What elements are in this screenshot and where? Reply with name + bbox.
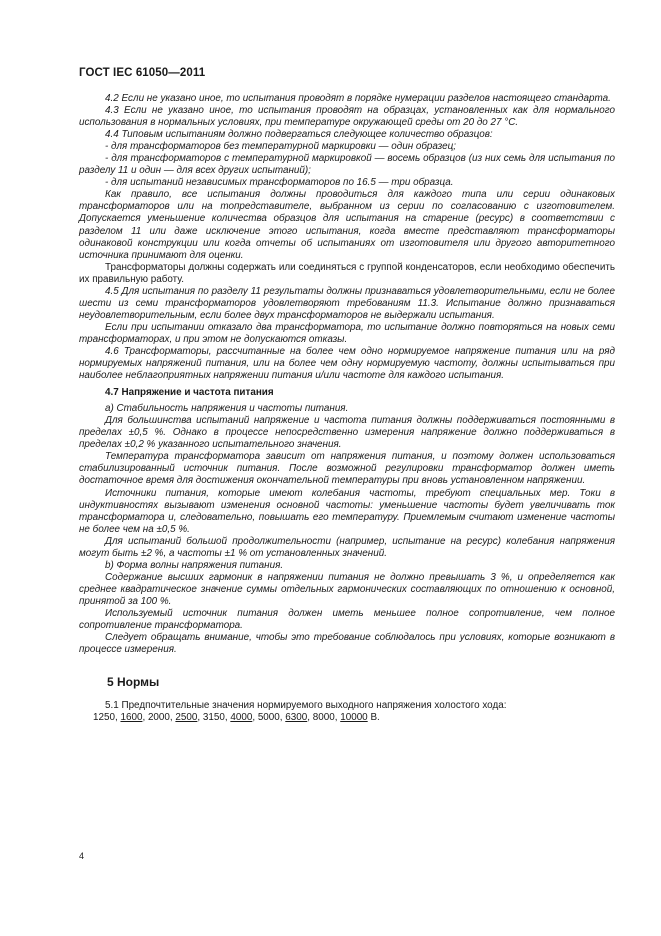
preferred-value: 6300: [285, 712, 308, 724]
paragraph: 5.1 Предпочтительные значения нормируемого выходного напряжения холостого хода:: [105, 700, 507, 712]
subsection-heading: 4.7 Напряжение и частота питания: [105, 387, 274, 399]
section-heading: 5 Нормы: [107, 675, 160, 690]
preferred-value: 2500: [175, 712, 198, 724]
paragraph: 4.3 Если не указано иное, то испытания проводят на образцах, установленных как для нормального использования в нормальных условиях, при температуре окружающей среды от 20 до 27 °С.: [79, 105, 615, 129]
preferred-values-list: 1250, 1600, 2000, 2500, 3150, 4000, 5000, 6300, 8000, 10000 В.: [93, 712, 380, 724]
paragraph: Температура трансформатора зависит от напряжения питания, и поэтому должен использоваться стабилизированный источник питания. После возможной регулировки трансформатор должен иметь достаточное время для достижения окончательной температуры при вновь установленном напряжении.: [79, 451, 615, 487]
preferred-value: 8000: [312, 712, 335, 724]
paragraph: Трансформаторы должны содержать или соединяться с группой конденсаторов, если необходимо обеспечить их правильную работу.: [79, 261, 615, 285]
preferred-value: 10000: [340, 712, 368, 724]
values-unit: В.: [370, 712, 380, 724]
paragraph: Как правило, все испытания должны проводиться для каждого типа или серии одинаковых трансформаторов или на топредставителе, выбранном из серии по согласованию с изготовителем. Допускается уменьшение количества образцов для испытания на старение (ресурс) в соответствии с разделом 11 или даже исключение этого испытания, когда вместе представляют трансформаторы одинаковой конструкции или когда отчеты об испытаниях от изготовителя или другого авторитетного источника принимают для оценки.: [79, 189, 615, 261]
paragraph: - для испытаний независимых трансформаторов по 16.5 — три образца.: [105, 177, 454, 189]
paragraph: а) Стабильность напряжения и частоты питания.: [105, 403, 349, 415]
paragraph: Используемый источник питания должен иметь меньшее полное сопротивление, чем полное сопротивление трансформатора.: [79, 607, 615, 632]
document-header: ГОСТ IEC 61050—2011: [79, 67, 206, 79]
preferred-value: 4000: [230, 712, 253, 724]
preferred-value: 1250: [93, 712, 115, 724]
paragraph: Содержание высших гармоник в напряжении питания не должно превышать 3 %, и определяется как среднее квадратическое значение суммы отдельных гармонических составляющих по отношению к основной, принятой за 100 %.: [79, 571, 615, 607]
paragraph: - для трансформаторов с температурной маркировкой — восемь образцов (из них семь для испытания по разделу 11 и один — для всех других испытаний);: [79, 153, 615, 177]
paragraph: Если при испытании отказало два трансформатора, то испытание должно повторяться на новых семи трансформаторах, и при этом не допускаются отказы.: [79, 321, 615, 345]
paragraph: 4.6 Трансформаторы, рассчитанные на более чем одно нормируемое напряжение питания или на ряд нормируемых напряжений питания, или на более чем одну нормируемую частоту, должны испытываться при наиболее неблагоприятных напряжении питания и/или частоте для каждого испытания.: [79, 345, 615, 382]
paragraph: Для большинства испытаний напряжение и частота питания должны поддерживаться постоянными в пределах ±0,5 %. Однако в процессе непосредственно измерения напряжение должно поддерживаться в пределах ±0,2 % указанного испытательного значения.: [79, 415, 615, 451]
page-number: 4: [79, 851, 85, 861]
preferred-value: 5000: [257, 712, 280, 724]
preferred-value: 3150: [202, 712, 225, 724]
paragraph: 4.4 Типовым испытаниям должно подвергаться следующее количество образцов:: [105, 129, 493, 141]
preferred-value: 2000: [147, 712, 170, 724]
paragraph: 4.2 Если не указано иное, то испытания проводят в порядке нумерации разделов настоящего стандарта.: [105, 93, 611, 104]
document-body: [79, 93, 615, 724]
preferred-value: 1600: [120, 712, 143, 724]
paragraph: - для трансформаторов без температурной маркировки — один образец;: [105, 141, 457, 153]
paragraph: b) Форма волны напряжения питания.: [105, 559, 284, 571]
paragraph: Следует обращать внимание, чтобы это требование соблюдалось при условиях, которые возникают в процессе измерения.: [79, 632, 615, 656]
paragraph: Для испытаний большой продолжительности (например, испытание на ресурс) колебания напряжения могут быть ±2 %, а частоты ±1 % от установленных значений.: [79, 535, 615, 559]
paragraph: Источники питания, которые имеют колебания частоты, требуют специальных мер. Токи в индуктивностях вызывают изменения основной частоты: уменьшение частоты будет увеличивать ток трансформатора и, следовательно, повышать его температуру. Приемлемым считают изменение частоты не более чем на ±0,5 %.: [79, 487, 615, 535]
paragraph: 4.5 Для испытания по разделу 11 результаты должны признаваться удовлетворительными, если не более шести из семи трансформаторов удовлетворяют требованиям 11.3. Испытание должно признаваться неудовлетворительным, если более двух трансформаторов не выдержали испытания.: [79, 285, 615, 321]
